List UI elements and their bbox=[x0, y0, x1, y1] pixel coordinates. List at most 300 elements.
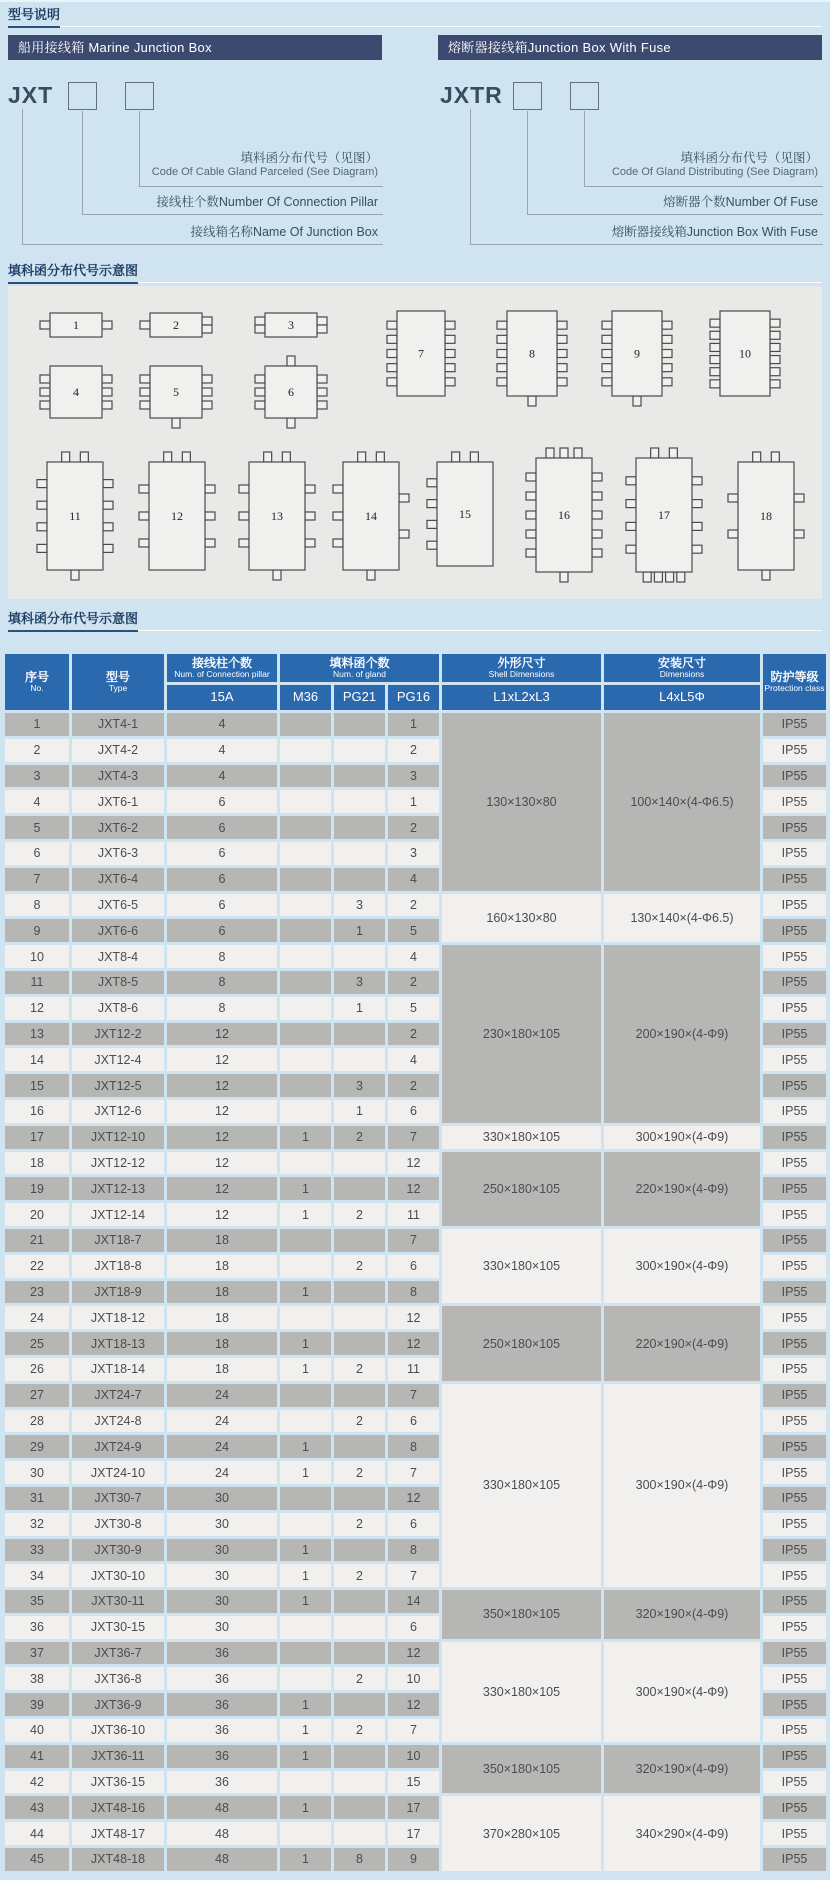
cell-m36 bbox=[280, 1822, 331, 1845]
cell-m36 bbox=[280, 1023, 331, 1046]
cell-type: JXT18-9 bbox=[72, 1281, 164, 1304]
cell-15a: 12 bbox=[167, 1203, 277, 1226]
cell-type: JXT18-7 bbox=[72, 1229, 164, 1252]
header-shell: 外形尺寸 Shell Dimensions bbox=[442, 654, 601, 682]
cell-type: JXT30-10 bbox=[72, 1564, 164, 1587]
callout-label: 填料函分布代号（见图） bbox=[240, 151, 378, 165]
cell-15a: 48 bbox=[167, 1796, 277, 1819]
spec-table bbox=[5, 654, 826, 1871]
cell-pg21 bbox=[334, 1229, 385, 1252]
cell-no: 33 bbox=[5, 1539, 69, 1562]
cell-no: 3 bbox=[5, 765, 69, 788]
cell-m36: 1 bbox=[280, 1126, 331, 1149]
cell-15a: 30 bbox=[167, 1539, 277, 1562]
cell-pg21 bbox=[334, 1745, 385, 1768]
cell-type: JXT12-2 bbox=[72, 1023, 164, 1046]
cell-pg21 bbox=[334, 1435, 385, 1458]
cell-ip: IP55 bbox=[763, 1435, 826, 1458]
cell-type: JXT36-15 bbox=[72, 1771, 164, 1794]
cell-15a: 24 bbox=[167, 1461, 277, 1484]
cell-no: 20 bbox=[5, 1203, 69, 1226]
subheader-M36: M36 bbox=[280, 685, 331, 710]
cell-15a: 8 bbox=[167, 997, 277, 1020]
junction-box-diagram-15 bbox=[427, 452, 493, 566]
cell-15a: 8 bbox=[167, 971, 277, 994]
cell-no: 18 bbox=[5, 1152, 69, 1175]
cell-pg16: 10 bbox=[388, 1745, 439, 1768]
cell-pg16: 5 bbox=[388, 997, 439, 1020]
cell-no: 9 bbox=[5, 919, 69, 942]
cell-pg21 bbox=[334, 1023, 385, 1046]
cell-pg21: 2 bbox=[334, 1255, 385, 1278]
cell-pg21 bbox=[334, 1539, 385, 1562]
cell-no: 41 bbox=[5, 1745, 69, 1768]
cell-shell-dimensions: 370×280×105 bbox=[442, 1796, 601, 1870]
cell-type: JXT6-4 bbox=[72, 868, 164, 891]
cell-type: JXT6-5 bbox=[72, 894, 164, 917]
subheader-L4xL5Φ: L4xL5Φ bbox=[604, 685, 760, 710]
model-block-jxtr bbox=[438, 35, 822, 239]
cell-15a: 6 bbox=[167, 894, 277, 917]
cell-pg16: 12 bbox=[388, 1693, 439, 1716]
cell-no: 28 bbox=[5, 1410, 69, 1433]
cell-type: JXT12-4 bbox=[72, 1048, 164, 1071]
junction-box-number: 9 bbox=[634, 346, 640, 361]
cell-m36: 1 bbox=[280, 1848, 331, 1871]
cell-type: JXT36-8 bbox=[72, 1667, 164, 1690]
cell-15a: 30 bbox=[167, 1590, 277, 1613]
header-no: 序号 No. bbox=[5, 654, 69, 710]
section-title-table bbox=[8, 610, 822, 631]
cell-no: 24 bbox=[5, 1306, 69, 1329]
cell-15a: 30 bbox=[167, 1564, 277, 1587]
junction-box-number: 12 bbox=[171, 509, 183, 523]
cell-ip: IP55 bbox=[763, 1023, 826, 1046]
cell-no: 22 bbox=[5, 1255, 69, 1278]
cell-pg16: 7 bbox=[388, 1384, 439, 1407]
cell-m36 bbox=[280, 1152, 331, 1175]
cell-15a: 6 bbox=[167, 919, 277, 942]
cell-pg21 bbox=[334, 868, 385, 891]
cell-ip: IP55 bbox=[763, 1796, 826, 1819]
cell-pg16: 2 bbox=[388, 894, 439, 917]
cell-type: JXT4-3 bbox=[72, 765, 164, 788]
cell-type: JXT8-5 bbox=[72, 971, 164, 994]
junction-box-number: 6 bbox=[288, 385, 294, 399]
cell-no: 15 bbox=[5, 1074, 69, 1097]
cell-15a: 36 bbox=[167, 1771, 277, 1794]
cell-m36: 1 bbox=[280, 1332, 331, 1355]
junction-box-number: 7 bbox=[418, 346, 424, 361]
cell-type: JXT18-8 bbox=[72, 1255, 164, 1278]
callout-label-en: Code Of Cable Gland Parceled (See Diagram) bbox=[151, 166, 378, 178]
cell-m36 bbox=[280, 1616, 331, 1639]
cell-15a: 36 bbox=[167, 1693, 277, 1716]
cell-pg16: 12 bbox=[388, 1487, 439, 1510]
cell-type: JXT48-16 bbox=[72, 1796, 164, 1819]
code-placeholder-box-2 bbox=[125, 82, 154, 110]
cell-m36 bbox=[280, 1487, 331, 1510]
junction-box-number: 17 bbox=[658, 508, 670, 522]
cell-m36 bbox=[280, 997, 331, 1020]
cell-pg21: 2 bbox=[334, 1719, 385, 1742]
cell-15a: 4 bbox=[167, 713, 277, 736]
cell-shell-dimensions: 350×180×105 bbox=[442, 1745, 601, 1794]
cell-type: JXT24-9 bbox=[72, 1435, 164, 1458]
cell-pg21 bbox=[334, 790, 385, 813]
cell-pg21: 3 bbox=[334, 1074, 385, 1097]
cell-no: 14 bbox=[5, 1048, 69, 1071]
cell-type: JXT12-13 bbox=[72, 1177, 164, 1200]
cell-no: 6 bbox=[5, 842, 69, 865]
cell-pg16: 2 bbox=[388, 1074, 439, 1097]
callout-label-en: Code Of Gland Distributing (See Diagram) bbox=[611, 166, 818, 178]
cell-type: JXT6-6 bbox=[72, 919, 164, 942]
cell-15a: 8 bbox=[167, 945, 277, 968]
cell-type: JXT48-18 bbox=[72, 1848, 164, 1871]
cell-15a: 12 bbox=[167, 1152, 277, 1175]
subheader-L1xL2xL3: L1xL2xL3 bbox=[442, 685, 601, 710]
cell-m36: 1 bbox=[280, 1461, 331, 1484]
cell-m36: 1 bbox=[280, 1590, 331, 1613]
cell-shell-dimensions: 330×180×105 bbox=[442, 1642, 601, 1742]
cell-pg21 bbox=[334, 713, 385, 736]
cell-m36 bbox=[280, 1771, 331, 1794]
cell-no: 26 bbox=[5, 1358, 69, 1381]
junction-box-number: 15 bbox=[459, 507, 471, 521]
cell-ip: IP55 bbox=[763, 1229, 826, 1252]
cell-pg16: 6 bbox=[388, 1513, 439, 1536]
cell-ip: IP55 bbox=[763, 1487, 826, 1510]
cell-15a: 6 bbox=[167, 816, 277, 839]
cell-type: JXT48-17 bbox=[72, 1822, 164, 1845]
cell-no: 2 bbox=[5, 739, 69, 762]
cell-type: JXT8-4 bbox=[72, 945, 164, 968]
cell-pg21: 1 bbox=[334, 1100, 385, 1123]
cell-type: JXT36-11 bbox=[72, 1745, 164, 1768]
cell-mount-dimensions: 340×290×(4-Φ9) bbox=[604, 1796, 760, 1870]
cell-pg16: 17 bbox=[388, 1796, 439, 1819]
junction-box-diagram-17 bbox=[626, 448, 702, 582]
section-title-table-text: 填科函分布代号示意图 bbox=[8, 611, 138, 632]
cell-type: JXT12-12 bbox=[72, 1152, 164, 1175]
cell-m36: 1 bbox=[280, 1435, 331, 1458]
cell-m36 bbox=[280, 739, 331, 762]
code-placeholder-box-1 bbox=[513, 82, 542, 110]
cell-pg16: 6 bbox=[388, 1616, 439, 1639]
cell-pg21 bbox=[334, 842, 385, 865]
section-title-gland-diagram-text: 填科函分布代号示意图 bbox=[8, 263, 138, 284]
cell-no: 29 bbox=[5, 1435, 69, 1458]
cell-m36 bbox=[280, 1229, 331, 1252]
cell-pg21 bbox=[334, 1487, 385, 1510]
callout-label: 填料函分布代号（见图） bbox=[680, 151, 818, 165]
cell-no: 12 bbox=[5, 997, 69, 1020]
cell-m36 bbox=[280, 1513, 331, 1536]
cell-m36 bbox=[280, 945, 331, 968]
junction-box-diagram-6 bbox=[255, 356, 327, 428]
cell-type: JXT4-2 bbox=[72, 739, 164, 762]
cell-pg16: 6 bbox=[388, 1410, 439, 1433]
header-pillar: 接线柱个数 Num. of Connection pillar bbox=[167, 654, 277, 682]
cell-pg16: 4 bbox=[388, 945, 439, 968]
cell-ip: IP55 bbox=[763, 1384, 826, 1407]
section-title-gland-diagram bbox=[8, 262, 822, 283]
junction-box-diagram-18 bbox=[728, 452, 804, 580]
cell-m36 bbox=[280, 1410, 331, 1433]
cell-mount-dimensions: 130×140×(4-Φ6.5) bbox=[604, 894, 760, 943]
cell-m36 bbox=[280, 765, 331, 788]
junction-box-number: 1 bbox=[73, 318, 79, 332]
cell-no: 45 bbox=[5, 1848, 69, 1871]
header-ip: 防护等级 Protection class bbox=[763, 654, 826, 710]
cell-mount-dimensions: 300×190×(4-Φ9) bbox=[604, 1384, 760, 1587]
cell-ip: IP55 bbox=[763, 1848, 826, 1871]
cell-pg16: 3 bbox=[388, 842, 439, 865]
code-placeholder-box-2 bbox=[570, 82, 599, 110]
junction-box-diagram-8 bbox=[497, 311, 567, 406]
cell-type: JXT8-6 bbox=[72, 997, 164, 1020]
model-block-jxtr-header: 熔断器接线箱Junction Box With Fuse bbox=[438, 35, 822, 60]
cell-ip: IP55 bbox=[763, 816, 826, 839]
cell-m36: 1 bbox=[280, 1281, 331, 1304]
cell-ip: IP55 bbox=[763, 1410, 826, 1433]
cell-ip: IP55 bbox=[763, 868, 826, 891]
cell-pg16: 5 bbox=[388, 919, 439, 942]
cell-m36 bbox=[280, 790, 331, 813]
cell-pg16: 12 bbox=[388, 1177, 439, 1200]
cell-shell-dimensions: 250×180×105 bbox=[442, 1152, 601, 1226]
cell-pg21: 3 bbox=[334, 971, 385, 994]
cell-15a: 18 bbox=[167, 1281, 277, 1304]
cell-ip: IP55 bbox=[763, 1074, 826, 1097]
cell-type: JXT30-8 bbox=[72, 1513, 164, 1536]
cell-mount-dimensions: 320×190×(4-Φ9) bbox=[604, 1590, 760, 1639]
cell-m36 bbox=[280, 842, 331, 865]
cell-shell-dimensions: 230×180×105 bbox=[442, 945, 601, 1123]
cell-type: JXT30-7 bbox=[72, 1487, 164, 1510]
junction-box-diagram-12 bbox=[139, 452, 215, 570]
cell-15a: 6 bbox=[167, 868, 277, 891]
cell-pg21 bbox=[334, 1616, 385, 1639]
cell-no: 19 bbox=[5, 1177, 69, 1200]
cell-15a: 12 bbox=[167, 1023, 277, 1046]
junction-box-number: 8 bbox=[529, 346, 535, 361]
cell-no: 8 bbox=[5, 894, 69, 917]
cell-mount-dimensions: 300×190×(4-Φ9) bbox=[604, 1126, 760, 1149]
cell-pg16: 7 bbox=[388, 1461, 439, 1484]
cell-pg16: 15 bbox=[388, 1771, 439, 1794]
model-block-jxtr-body bbox=[438, 60, 822, 239]
cell-type: JXT24-10 bbox=[72, 1461, 164, 1484]
cell-no: 11 bbox=[5, 971, 69, 994]
junction-box-diagram-9 bbox=[602, 311, 672, 406]
cell-pg21: 2 bbox=[334, 1203, 385, 1226]
cell-pg21 bbox=[334, 1771, 385, 1794]
cell-pg16: 4 bbox=[388, 1048, 439, 1071]
header-type: 型号 Type bbox=[72, 654, 164, 710]
cell-ip: IP55 bbox=[763, 971, 826, 994]
cell-type: JXT18-14 bbox=[72, 1358, 164, 1381]
cell-pg21 bbox=[334, 1590, 385, 1613]
cell-m36 bbox=[280, 816, 331, 839]
cell-ip: IP55 bbox=[763, 1126, 826, 1149]
cell-no: 25 bbox=[5, 1332, 69, 1355]
cell-pg16: 8 bbox=[388, 1539, 439, 1562]
cell-ip: IP55 bbox=[763, 1616, 826, 1639]
cell-pg16: 4 bbox=[388, 868, 439, 891]
cell-type: JXT6-3 bbox=[72, 842, 164, 865]
cell-ip: IP55 bbox=[763, 739, 826, 762]
cell-pg16: 17 bbox=[388, 1822, 439, 1845]
cell-type: JXT12-6 bbox=[72, 1100, 164, 1123]
subheader-15A: 15A bbox=[167, 685, 277, 710]
cell-pg21: 8 bbox=[334, 1848, 385, 1871]
cell-no: 17 bbox=[5, 1126, 69, 1149]
cell-15a: 48 bbox=[167, 1848, 277, 1871]
cell-m36 bbox=[280, 868, 331, 891]
model-block-jxt-header: 船用接线箱 Marine Junction Box bbox=[8, 35, 382, 60]
cell-no: 21 bbox=[5, 1229, 69, 1252]
cell-no: 1 bbox=[5, 713, 69, 736]
cell-mount-dimensions: 220×190×(4-Φ9) bbox=[604, 1152, 760, 1226]
cell-pg21: 1 bbox=[334, 997, 385, 1020]
cell-pg21 bbox=[334, 739, 385, 762]
cell-pg21 bbox=[334, 1152, 385, 1175]
cell-ip: IP55 bbox=[763, 1513, 826, 1536]
cell-ip: IP55 bbox=[763, 1693, 826, 1716]
cell-15a: 18 bbox=[167, 1332, 277, 1355]
junction-box-number: 10 bbox=[739, 346, 751, 361]
cell-m36 bbox=[280, 971, 331, 994]
cell-m36 bbox=[280, 1667, 331, 1690]
cell-ip: IP55 bbox=[763, 1642, 826, 1665]
cell-no: 35 bbox=[5, 1590, 69, 1613]
cell-shell-dimensions: 330×180×105 bbox=[442, 1126, 601, 1149]
junction-box-number: 18 bbox=[760, 509, 772, 523]
cell-m36 bbox=[280, 919, 331, 942]
cell-15a: 24 bbox=[167, 1435, 277, 1458]
cell-pg16: 8 bbox=[388, 1281, 439, 1304]
cell-type: JXT12-5 bbox=[72, 1074, 164, 1097]
cell-15a: 4 bbox=[167, 765, 277, 788]
cell-pg21 bbox=[334, 765, 385, 788]
cell-15a: 36 bbox=[167, 1667, 277, 1690]
cell-pg16: 1 bbox=[388, 790, 439, 813]
cell-mount-dimensions: 320×190×(4-Φ9) bbox=[604, 1745, 760, 1794]
cell-no: 23 bbox=[5, 1281, 69, 1304]
cell-15a: 12 bbox=[167, 1126, 277, 1149]
model-block-jxt bbox=[8, 35, 382, 239]
cell-type: JXT12-10 bbox=[72, 1126, 164, 1149]
cell-m36 bbox=[280, 894, 331, 917]
cell-ip: IP55 bbox=[763, 1564, 826, 1587]
cell-pg16: 10 bbox=[388, 1667, 439, 1690]
subheader-PG16: PG16 bbox=[388, 685, 439, 710]
cell-pg16: 7 bbox=[388, 1719, 439, 1742]
junction-box-number: 14 bbox=[365, 509, 377, 523]
cell-no: 27 bbox=[5, 1384, 69, 1407]
cell-m36: 1 bbox=[280, 1796, 331, 1819]
cell-m36: 1 bbox=[280, 1177, 331, 1200]
section-title-model bbox=[8, 6, 822, 27]
cell-ip: IP55 bbox=[763, 1203, 826, 1226]
cell-15a: 36 bbox=[167, 1745, 277, 1768]
cell-shell-dimensions: 160×130×80 bbox=[442, 894, 601, 943]
cell-pg21 bbox=[334, 1306, 385, 1329]
junction-box-number: 5 bbox=[173, 385, 179, 399]
cell-15a: 24 bbox=[167, 1384, 277, 1407]
cell-pg16: 3 bbox=[388, 765, 439, 788]
cell-15a: 36 bbox=[167, 1719, 277, 1742]
cell-shell-dimensions: 350×180×105 bbox=[442, 1590, 601, 1639]
cell-ip: IP55 bbox=[763, 894, 826, 917]
cell-m36: 1 bbox=[280, 1719, 331, 1742]
cell-m36: 1 bbox=[280, 1203, 331, 1226]
cell-ip: IP55 bbox=[763, 945, 826, 968]
cell-pg16: 6 bbox=[388, 1255, 439, 1278]
cell-mount-dimensions: 220×190×(4-Φ9) bbox=[604, 1306, 760, 1380]
cell-pg21: 3 bbox=[334, 894, 385, 917]
subheader-PG21: PG21 bbox=[334, 685, 385, 710]
cell-pg16: 8 bbox=[388, 1435, 439, 1458]
cell-pg21: 2 bbox=[334, 1564, 385, 1587]
cell-ip: IP55 bbox=[763, 1771, 826, 1794]
cell-pg21 bbox=[334, 1796, 385, 1819]
cell-15a: 6 bbox=[167, 842, 277, 865]
cell-ip: IP55 bbox=[763, 1100, 826, 1123]
cell-type: JXT12-14 bbox=[72, 1203, 164, 1226]
cell-ip: IP55 bbox=[763, 842, 826, 865]
cell-m36 bbox=[280, 1384, 331, 1407]
cell-ip: IP55 bbox=[763, 1332, 826, 1355]
cell-ip: IP55 bbox=[763, 1590, 826, 1613]
junction-box-diagram-11 bbox=[37, 452, 113, 580]
cell-ip: IP55 bbox=[763, 1719, 826, 1742]
cell-m36 bbox=[280, 1306, 331, 1329]
cell-15a: 18 bbox=[167, 1229, 277, 1252]
cell-type: JXT36-7 bbox=[72, 1642, 164, 1665]
cell-no: 39 bbox=[5, 1693, 69, 1716]
junction-box-diagram-7 bbox=[387, 311, 455, 396]
code-placeholder-box-1 bbox=[68, 82, 97, 110]
cell-ip: IP55 bbox=[763, 1152, 826, 1175]
cell-no: 34 bbox=[5, 1564, 69, 1587]
cell-pg16: 6 bbox=[388, 1100, 439, 1123]
cell-pg16: 7 bbox=[388, 1564, 439, 1587]
cell-type: JXT30-15 bbox=[72, 1616, 164, 1639]
junction-box-number: 13 bbox=[271, 509, 283, 523]
cell-m36 bbox=[280, 713, 331, 736]
cell-pg16: 2 bbox=[388, 1023, 439, 1046]
cell-pg21 bbox=[334, 1281, 385, 1304]
cell-pg16: 11 bbox=[388, 1358, 439, 1381]
callout-label: 熔断器接线箱Junction Box With Fuse bbox=[611, 225, 818, 239]
model-block-jxt-body bbox=[8, 60, 382, 239]
cell-pg21 bbox=[334, 1642, 385, 1665]
cell-type: JXT4-1 bbox=[72, 713, 164, 736]
cell-m36: 1 bbox=[280, 1539, 331, 1562]
cell-pg21: 1 bbox=[334, 919, 385, 942]
junction-box-diagram-14 bbox=[333, 452, 409, 580]
cell-pg16: 9 bbox=[388, 1848, 439, 1871]
cell-mount-dimensions: 200×190×(4-Φ9) bbox=[604, 945, 760, 1123]
cell-no: 43 bbox=[5, 1796, 69, 1819]
cell-no: 42 bbox=[5, 1771, 69, 1794]
cell-shell-dimensions: 330×180×105 bbox=[442, 1229, 601, 1303]
cell-type: JXT6-1 bbox=[72, 790, 164, 813]
cell-15a: 18 bbox=[167, 1358, 277, 1381]
